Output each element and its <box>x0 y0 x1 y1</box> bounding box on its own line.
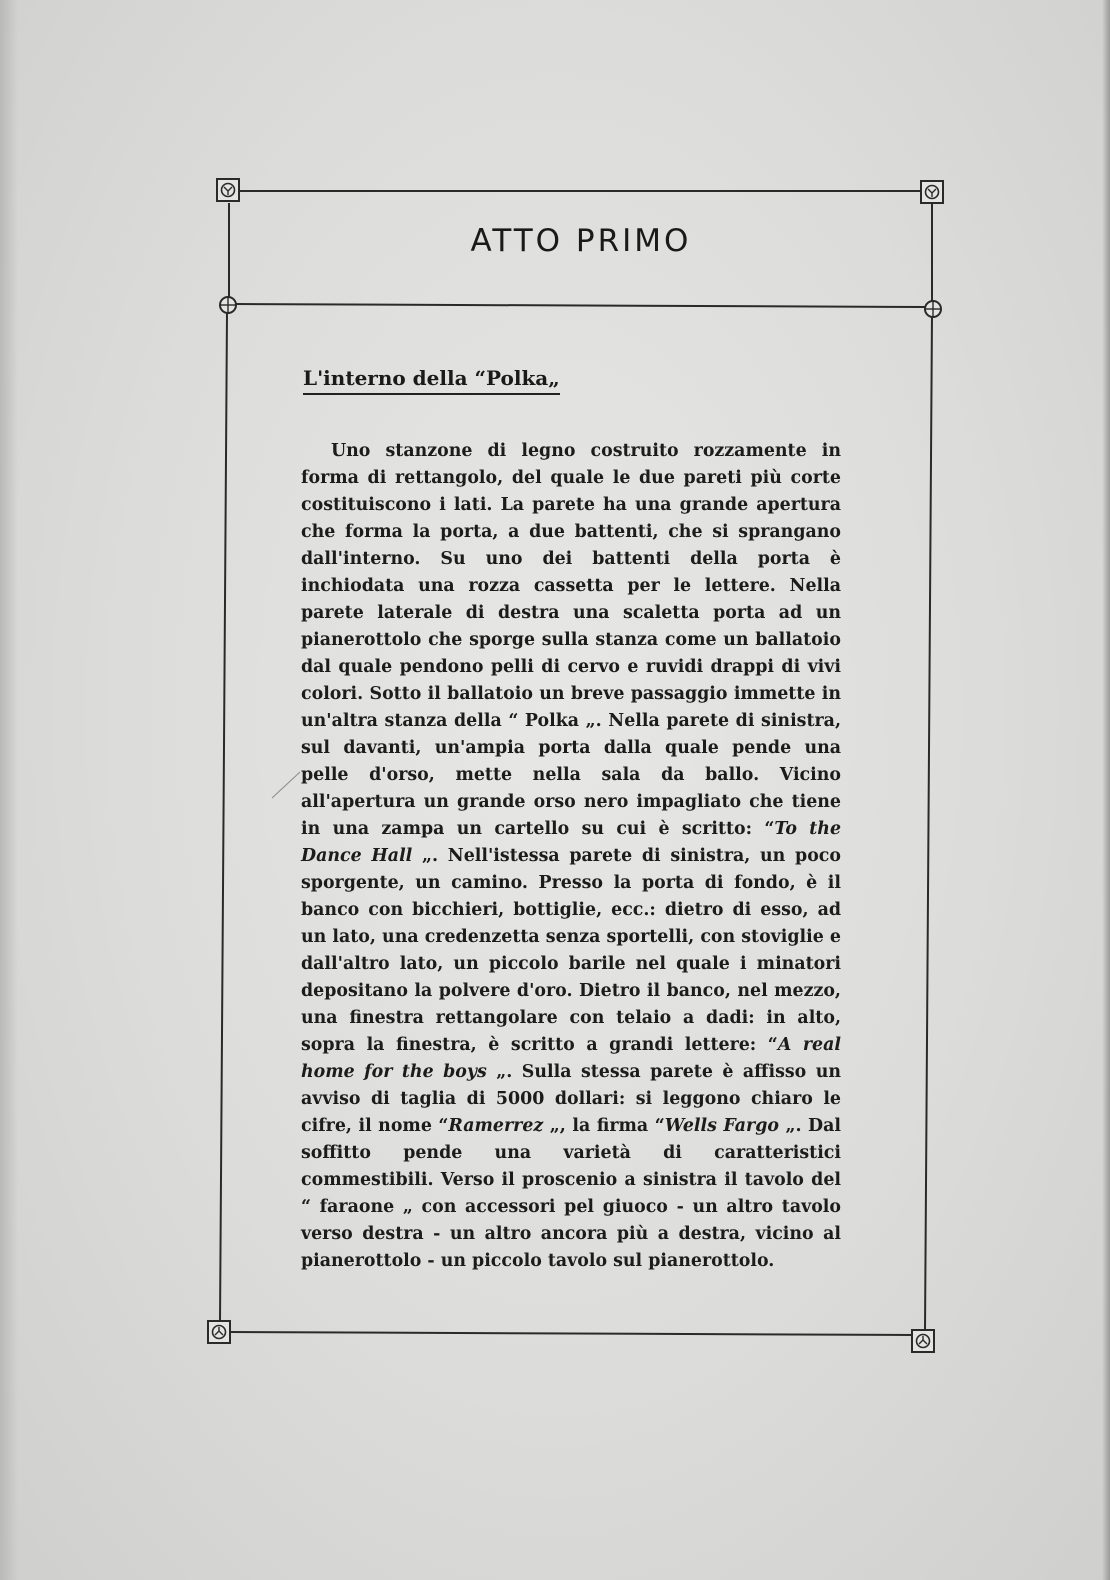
scene-title: L'interno della “Polka„ <box>303 366 560 395</box>
corner-ornament-bottom-left <box>208 1321 230 1343</box>
corner-ornament-top-left <box>217 179 239 201</box>
act-title: ATTO PRIMO <box>470 223 692 259</box>
scene-description <box>301 438 841 1275</box>
sign-text-dance-hall: To the Dance Hall <box>301 819 842 866</box>
corner-ornament-bottom-right <box>912 1330 934 1352</box>
sign-text-real-home: A real home for the boys <box>301 1035 841 1082</box>
signature-wells-fargo: Wells Fargo <box>664 1116 779 1136</box>
description-text: „. Dal soffitto pende una varietà di caratteristici commestibili. Verso il proscenio a sinistra il tavolo del “ faraone „ con accessori pel giuoco - un altro tavolo verso destra - un altro ancora più a destra, vicino al pianerottolo - un piccolo tavolo sul pianerottolo. <box>301 1116 842 1271</box>
description-text: „. Sulla stessa parete è affisso un avviso di taglia di 5000 dollari: si leggono chiaro le cifre, il nome “ <box>301 1062 842 1136</box>
name-ramerrez: Ramerrez <box>448 1116 544 1136</box>
description-text: „. Nell'istessa parete di sinistra, un poco sporgente, un camino. Presso la porta di fondo, è il banco con bicchieri, bottiglie, ecc.: dietro di esso, ad un lato, una credenzetta senza sportelli, con stoviglie e dall'altro lato, un piccolo barile nel quale i minatori depositano la polvere d'oro. Dietro il banco, nel mezzo, una finestra rettangolare con telaio a dadi: in alto, sopra la finestra, è scritto a grandi lettere: “ <box>301 846 841 1055</box>
description-text: Uno stanzone di legno costruito rozzamente in forma di rettangolo, del quale le due pareti più corte costituiscono i lati. La parete ha una grande apertura che forma la porta, a due battenti, che si sprangano dall'interno. Su uno dei battenti della porta è inchiodata una rozza cassetta per le lettere. Nella parete laterale di destra una scaletta porta ad un pianerottolo che sporge sulla stanza come un ballatoio dal quale pendono pelli di cervo e ruvidi drappi di vivi colori. Sotto il ballatoio un breve passaggio immette in un'altra stanza della “ Polka „. Nella parete di sinistra, sul davanti, un'ampia porta dalla quale pende una pelle d'orso, mette nella sala da ballo. Vicino all'apertura un grande orso nero impagliato che tiene in una zampa un cartello su cui è scritto: “ <box>301 441 841 839</box>
junction-ornament-right <box>925 301 941 317</box>
pencil-mark <box>272 772 300 798</box>
junction-ornament-left <box>220 297 236 313</box>
description-text: „, la firma “ <box>543 1116 665 1136</box>
corner-ornament-top-right <box>921 181 943 203</box>
